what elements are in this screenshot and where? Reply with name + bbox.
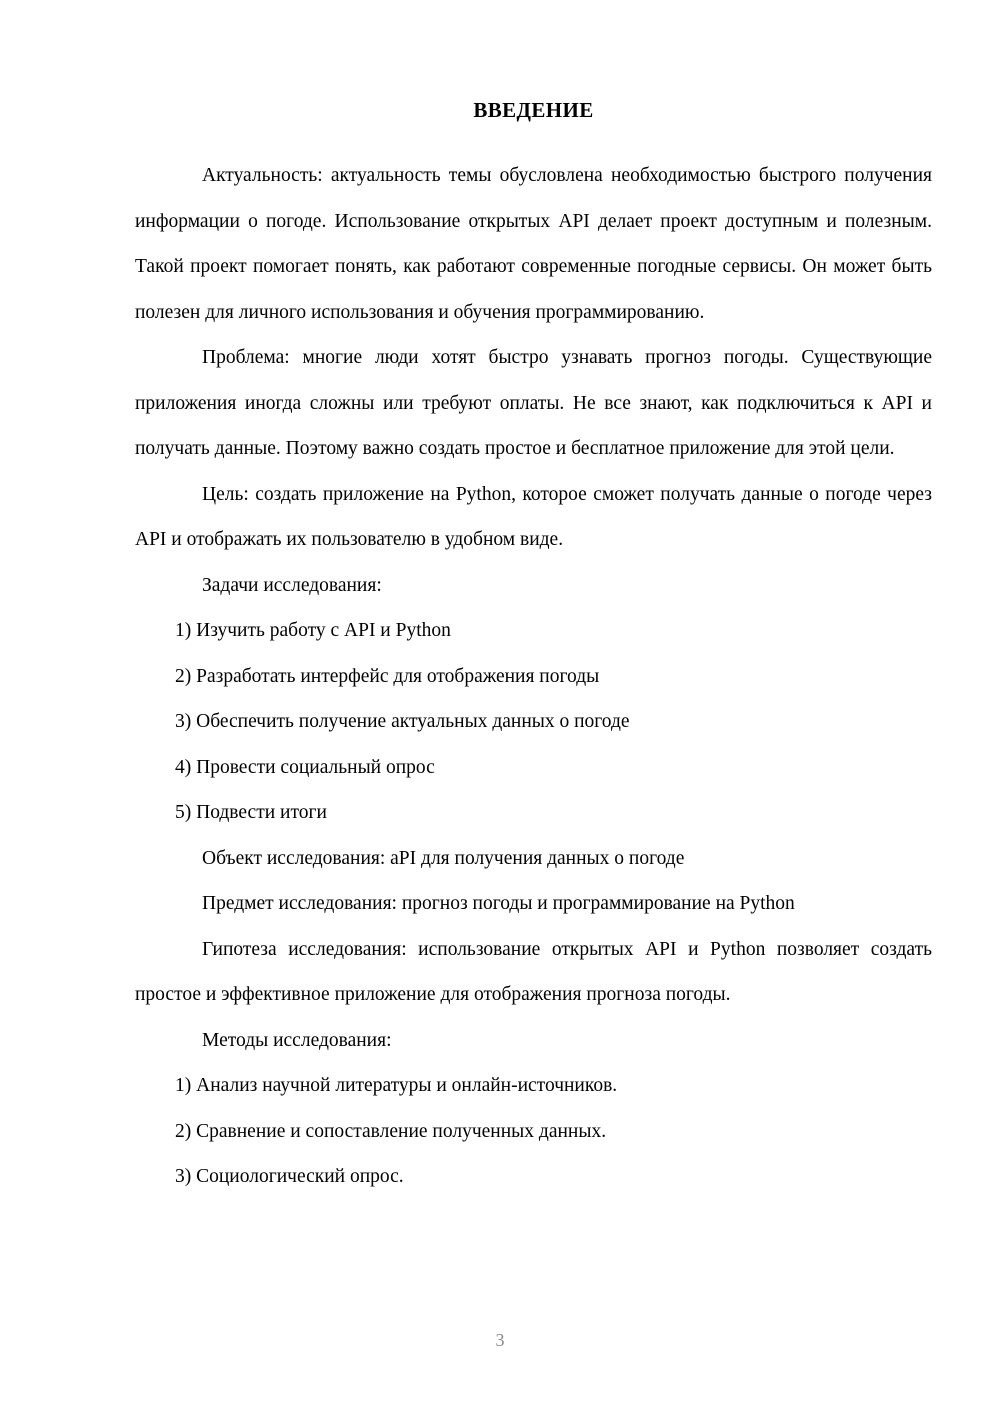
methods-list [135,1063,932,1200]
list-item: 5) Подвести итоги [175,802,327,823]
tasks-heading: Задачи исследования: [202,574,382,596]
object-of-study: Объект исследования: aPI для получения данных о погоде [202,847,685,869]
page-title: ВВЕДЕНИЕ [473,98,594,122]
page-content [135,0,932,1200]
paragraph-hypothesis: Гипотеза исследования: использование открытых API и Python позволяет создать простое и эффективное приложение для отображения прогноза погоды. [135,938,932,1005]
methods-heading: Методы исследования: [202,1029,392,1051]
page-number: 3 [495,1330,505,1350]
list-item: 3) Обеспечить получение актуальных данных о погоде [175,711,630,732]
list-item: 1) Анализ научной литературы и онлайн-источников. [175,1075,618,1096]
list-item: 2) Сравнение и сопоставление полученных данных. [175,1120,607,1142]
list-item: 3) Социологический опрос. [175,1166,404,1187]
list-item: 2) Разработать интерфейс для отображения погоды [175,665,600,687]
subject-of-study: Предмет исследования: прогноз погоды и программирование на Python [202,893,795,914]
list-item: 1) Изучить работу с API и Python [175,620,451,641]
paragraph-relevance: Актуальность: актуальность темы обусловлена необходимостью быстрого получения информации о погоде. Использование открытых API делает проект доступным и полезным. Такой проект помогает понять, как работают современные погодные сервисы. Он может быть полезен для личного использования и обучения программированию. [135,165,932,323]
list-item: 4) Провести социальный опрос [175,756,435,778]
paragraph-problem: Проблема: многие люди хотят быстро узнавать прогноз погоды. Существующие приложения иногда сложны или требуют оплаты. Не все знают, как подключиться к API и получать данные. Поэтому важно создать простое и бесплатное приложение для этой цели. [135,347,932,459]
tasks-list [135,608,932,836]
paragraph-goal: Цель: создать приложение на Python, которое сможет получать данные о погоде через API и отображать их пользователю в удобном виде. [135,483,932,550]
